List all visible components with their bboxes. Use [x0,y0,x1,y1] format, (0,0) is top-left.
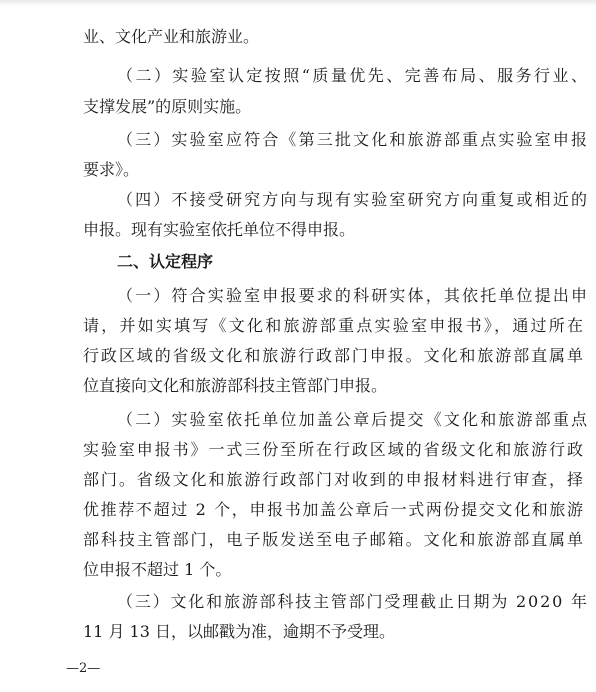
body-text-line: 实验室申报书》一式三份至所在行政区域的省级文化和旅游行政 [83,440,585,459]
body-text-line: （三）文化和旅游部科技主管部门受理截止日期为 2020 年 [117,592,589,611]
page-number: —2— [66,661,101,676]
body-text-line: （二）实验室依托单位加盖公章后提交《文化和旅游部重点 [117,410,590,429]
body-text-line: （二）实验室认定按照“质量优先、完善布局、服务行业、 [117,66,590,85]
scan-edge-shadow [0,0,596,6]
body-text-line: 部科技主管部门，电子版发送至电子邮箱。文化和旅游部直属单 [83,530,585,549]
body-text-line: 行政区域的省级文化和旅游行政部门申报。文化和旅游部直属单 [83,346,585,365]
body-text-line: 请，并如实填写《文化和旅游部重点实验室申报书》，通过所在 [83,316,586,335]
body-text-line: 部门。省级文化和旅游行政部门对收到的申报材料进行审查，择 [83,470,585,489]
body-text-line: （四）不接受研究方向与现有实验室研究方向重复或相近的 [117,190,590,209]
body-text-line: 11 月 13 日，以邮戳为准，逾期不予受理。 [83,622,395,641]
section-heading: 二、认定程序 [117,252,214,271]
body-text-line: 申报。现有实验室依托单位不得申报。 [83,220,356,239]
body-text-line: 要求》。 [83,160,140,179]
body-text-line: 位申报不超过 1 个。 [83,560,232,579]
body-text-line: （一）符合实验室申报要求的科研实体，其依托单位提出申 [117,286,590,305]
body-text-line: 支撑发展”的原则实施。 [83,97,252,116]
body-text-line: （三）实验室应符合《第三批文化和旅游部重点实验室申报 [117,130,590,149]
body-text-line: 位直接向文化和旅游部科技主管部门申报。 [83,376,388,395]
body-text-line: 优推荐不超过 2 个，申报书加盖公章后一式两份提交文化和旅游 [83,500,585,519]
body-text-line: 业、文化产业和旅游业。 [83,27,260,46]
